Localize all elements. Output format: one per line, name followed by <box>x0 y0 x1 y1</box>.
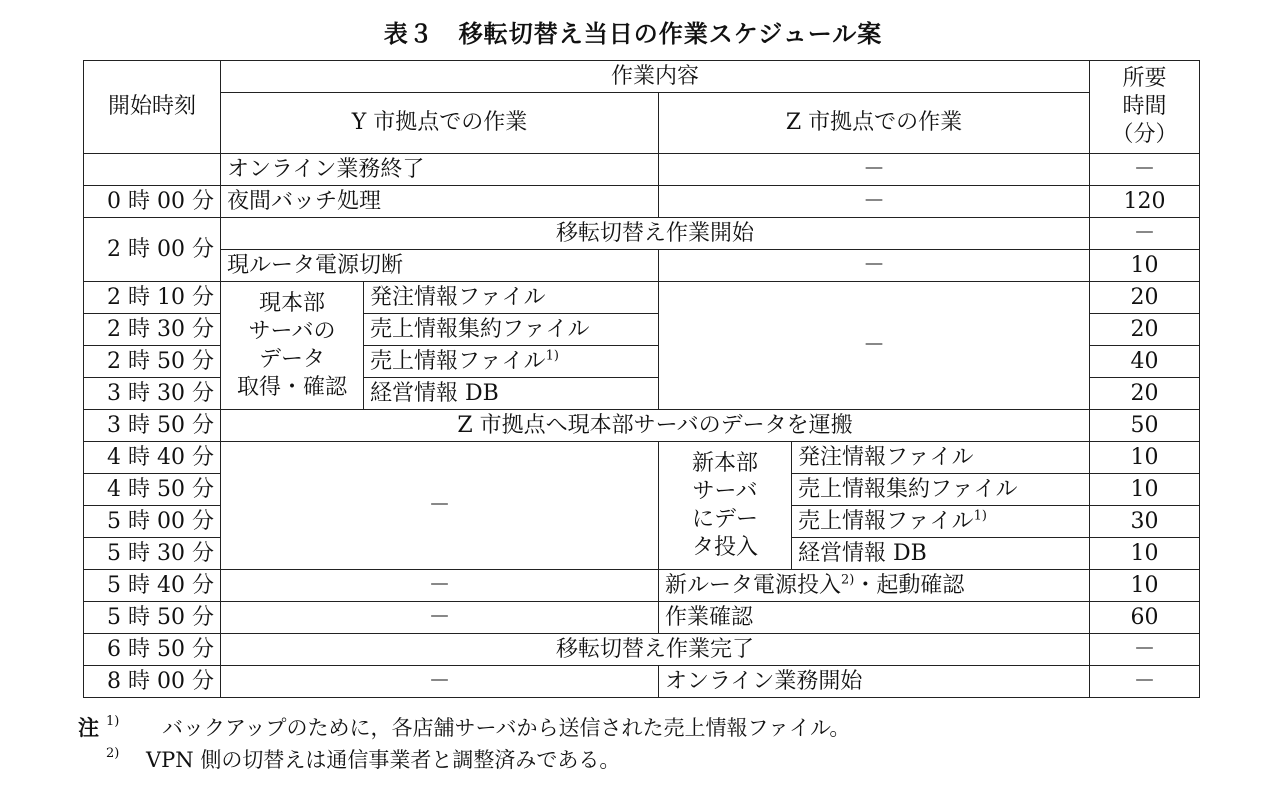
time-cell: 6 時 50 分 <box>84 634 221 666</box>
z-work-cell: 売上情報集約ファイル <box>792 474 1090 506</box>
minutes-cell: 40 <box>1090 346 1200 378</box>
minutes-cell: 20 <box>1090 282 1200 314</box>
footnote-ref: 2) <box>841 572 855 588</box>
minutes-cell: 10 <box>1090 538 1200 570</box>
y-work-cell: － <box>221 666 659 698</box>
minutes-cell: 30 <box>1090 506 1200 538</box>
note-mark: 注 <box>78 715 99 740</box>
z-work-cell <box>659 570 1090 602</box>
time-cell <box>84 154 221 186</box>
table-row <box>84 602 1200 634</box>
time-cell: 3 時 50 分 <box>84 410 221 442</box>
footnote-text: バックアップのために，各店舗サーバから送信された売上情報ファイル。 <box>162 716 851 740</box>
minutes-cell: 120 <box>1090 186 1200 218</box>
footnote-1 <box>78 712 850 744</box>
table-row <box>84 282 1200 314</box>
minutes-cell: 50 <box>1090 410 1200 442</box>
time-cell: 5 時 00 分 <box>84 506 221 538</box>
minutes-cell: － <box>1090 666 1200 698</box>
time-cell: 5 時 40 分 <box>84 570 221 602</box>
y-work-cell: 夜間バッチ処理 <box>221 186 659 218</box>
time-cell: 8 時 00 分 <box>84 666 221 698</box>
acquisition-group-label <box>221 282 364 410</box>
time-cell: 2 時 10 分 <box>84 282 221 314</box>
group-label-line: タ投入 <box>691 534 758 560</box>
y-work-cell: － <box>221 602 659 634</box>
span-work-cell: 移転切替え作業開始 <box>221 218 1090 250</box>
header-duration-line3: （分） <box>1111 122 1178 147</box>
header-y-site: Y 市拠点での作業 <box>221 93 659 154</box>
y-work-cell: 発注情報ファイル <box>364 282 659 314</box>
work-label-suffix: ・起動確認 <box>854 572 965 598</box>
minutes-cell: 10 <box>1090 442 1200 474</box>
y-work-cell: － <box>221 570 659 602</box>
header-duration <box>1090 61 1200 154</box>
table-row <box>84 410 1200 442</box>
header-start-time: 開始時刻 <box>84 61 221 154</box>
table-row <box>84 634 1200 666</box>
y-work-cell <box>364 346 659 378</box>
table-row <box>84 442 1200 474</box>
footnotes <box>78 712 850 776</box>
time-cell: 4 時 50 分 <box>84 474 221 506</box>
group-label-line: 現本部 <box>258 290 325 316</box>
minutes-cell: 60 <box>1090 602 1200 634</box>
span-work-cell: Z 市拠点へ現本部サーバのデータを運搬 <box>221 410 1090 442</box>
time-cell: 2 時 00 分 <box>84 218 221 282</box>
work-label: 売上情報ファイル <box>798 508 974 534</box>
header-z-site: Z 市拠点での作業 <box>659 93 1090 154</box>
time-cell: 2 時 30 分 <box>84 314 221 346</box>
minutes-cell: 20 <box>1090 378 1200 410</box>
z-work-cell: － <box>659 282 1090 410</box>
y-work-cell: － <box>221 442 659 570</box>
footnote-ref: 1) <box>545 348 559 364</box>
work-label: 新ルータ電源投入 <box>665 572 842 598</box>
group-label-line: サーバ <box>692 478 758 504</box>
table-row <box>84 250 1200 282</box>
time-cell: 4 時 40 分 <box>84 442 221 474</box>
time-cell: 0 時 00 分 <box>84 186 221 218</box>
z-work-cell: 発注情報ファイル <box>792 442 1090 474</box>
minutes-cell: 10 <box>1090 250 1200 282</box>
minutes-cell: － <box>1090 634 1200 666</box>
y-work-cell: 現ルータ電源切断 <box>221 250 659 282</box>
z-work-cell: － <box>659 250 1090 282</box>
time-cell: 5 時 30 分 <box>84 538 221 570</box>
table-row <box>84 186 1200 218</box>
z-work-cell: オンライン業務開始 <box>659 666 1090 698</box>
y-work-cell: オンライン業務終了 <box>221 154 659 186</box>
z-work-cell: － <box>659 154 1090 186</box>
group-label-line: にデー <box>691 506 758 532</box>
minutes-cell: 10 <box>1090 474 1200 506</box>
z-work-cell: 経営情報 DB <box>792 538 1090 570</box>
time-cell: 2 時 50 分 <box>84 346 221 378</box>
header-duration-line1: 所要 <box>1122 66 1167 91</box>
time-cell: 3 時 30 分 <box>84 378 221 410</box>
table-row <box>84 570 1200 602</box>
minutes-cell: － <box>1090 218 1200 250</box>
schedule-table <box>83 60 1200 698</box>
group-label-line: 新本部 <box>691 450 758 476</box>
span-work-cell: 移転切替え作業完了 <box>221 634 1090 666</box>
y-work-cell: 売上情報集約ファイル <box>364 314 659 346</box>
group-label-line: 取得・確認 <box>236 374 347 400</box>
minutes-cell: － <box>1090 154 1200 186</box>
footnote-2 <box>78 744 850 776</box>
footnote-number: 1) <box>106 714 120 729</box>
table-row <box>84 154 1200 186</box>
header-work-content: 作業内容 <box>221 61 1090 93</box>
minutes-cell: 10 <box>1090 570 1200 602</box>
table-row <box>84 218 1200 250</box>
group-label-line: サーバの <box>248 318 336 344</box>
header-duration-line2: 時間 <box>1122 94 1167 119</box>
footnote-text: VPN 側の切替えは通信事業者と調整済みである。 <box>146 748 621 772</box>
y-work-cell: 経営情報 DB <box>364 378 659 410</box>
load-group-label <box>659 442 792 570</box>
z-work-cell <box>792 506 1090 538</box>
z-work-cell: － <box>659 186 1090 218</box>
z-work-cell: 作業確認 <box>659 602 1090 634</box>
minutes-cell: 20 <box>1090 314 1200 346</box>
time-cell: 5 時 50 分 <box>84 602 221 634</box>
footnote-number: 2) <box>106 746 120 761</box>
group-label-line: データ <box>258 346 325 372</box>
footnote-ref: 1) <box>973 508 987 524</box>
table-title: 表３ 移転切替え当日の作業スケジュール案 <box>383 19 883 48</box>
work-label: 売上情報ファイル <box>370 348 546 374</box>
table-row <box>84 666 1200 698</box>
